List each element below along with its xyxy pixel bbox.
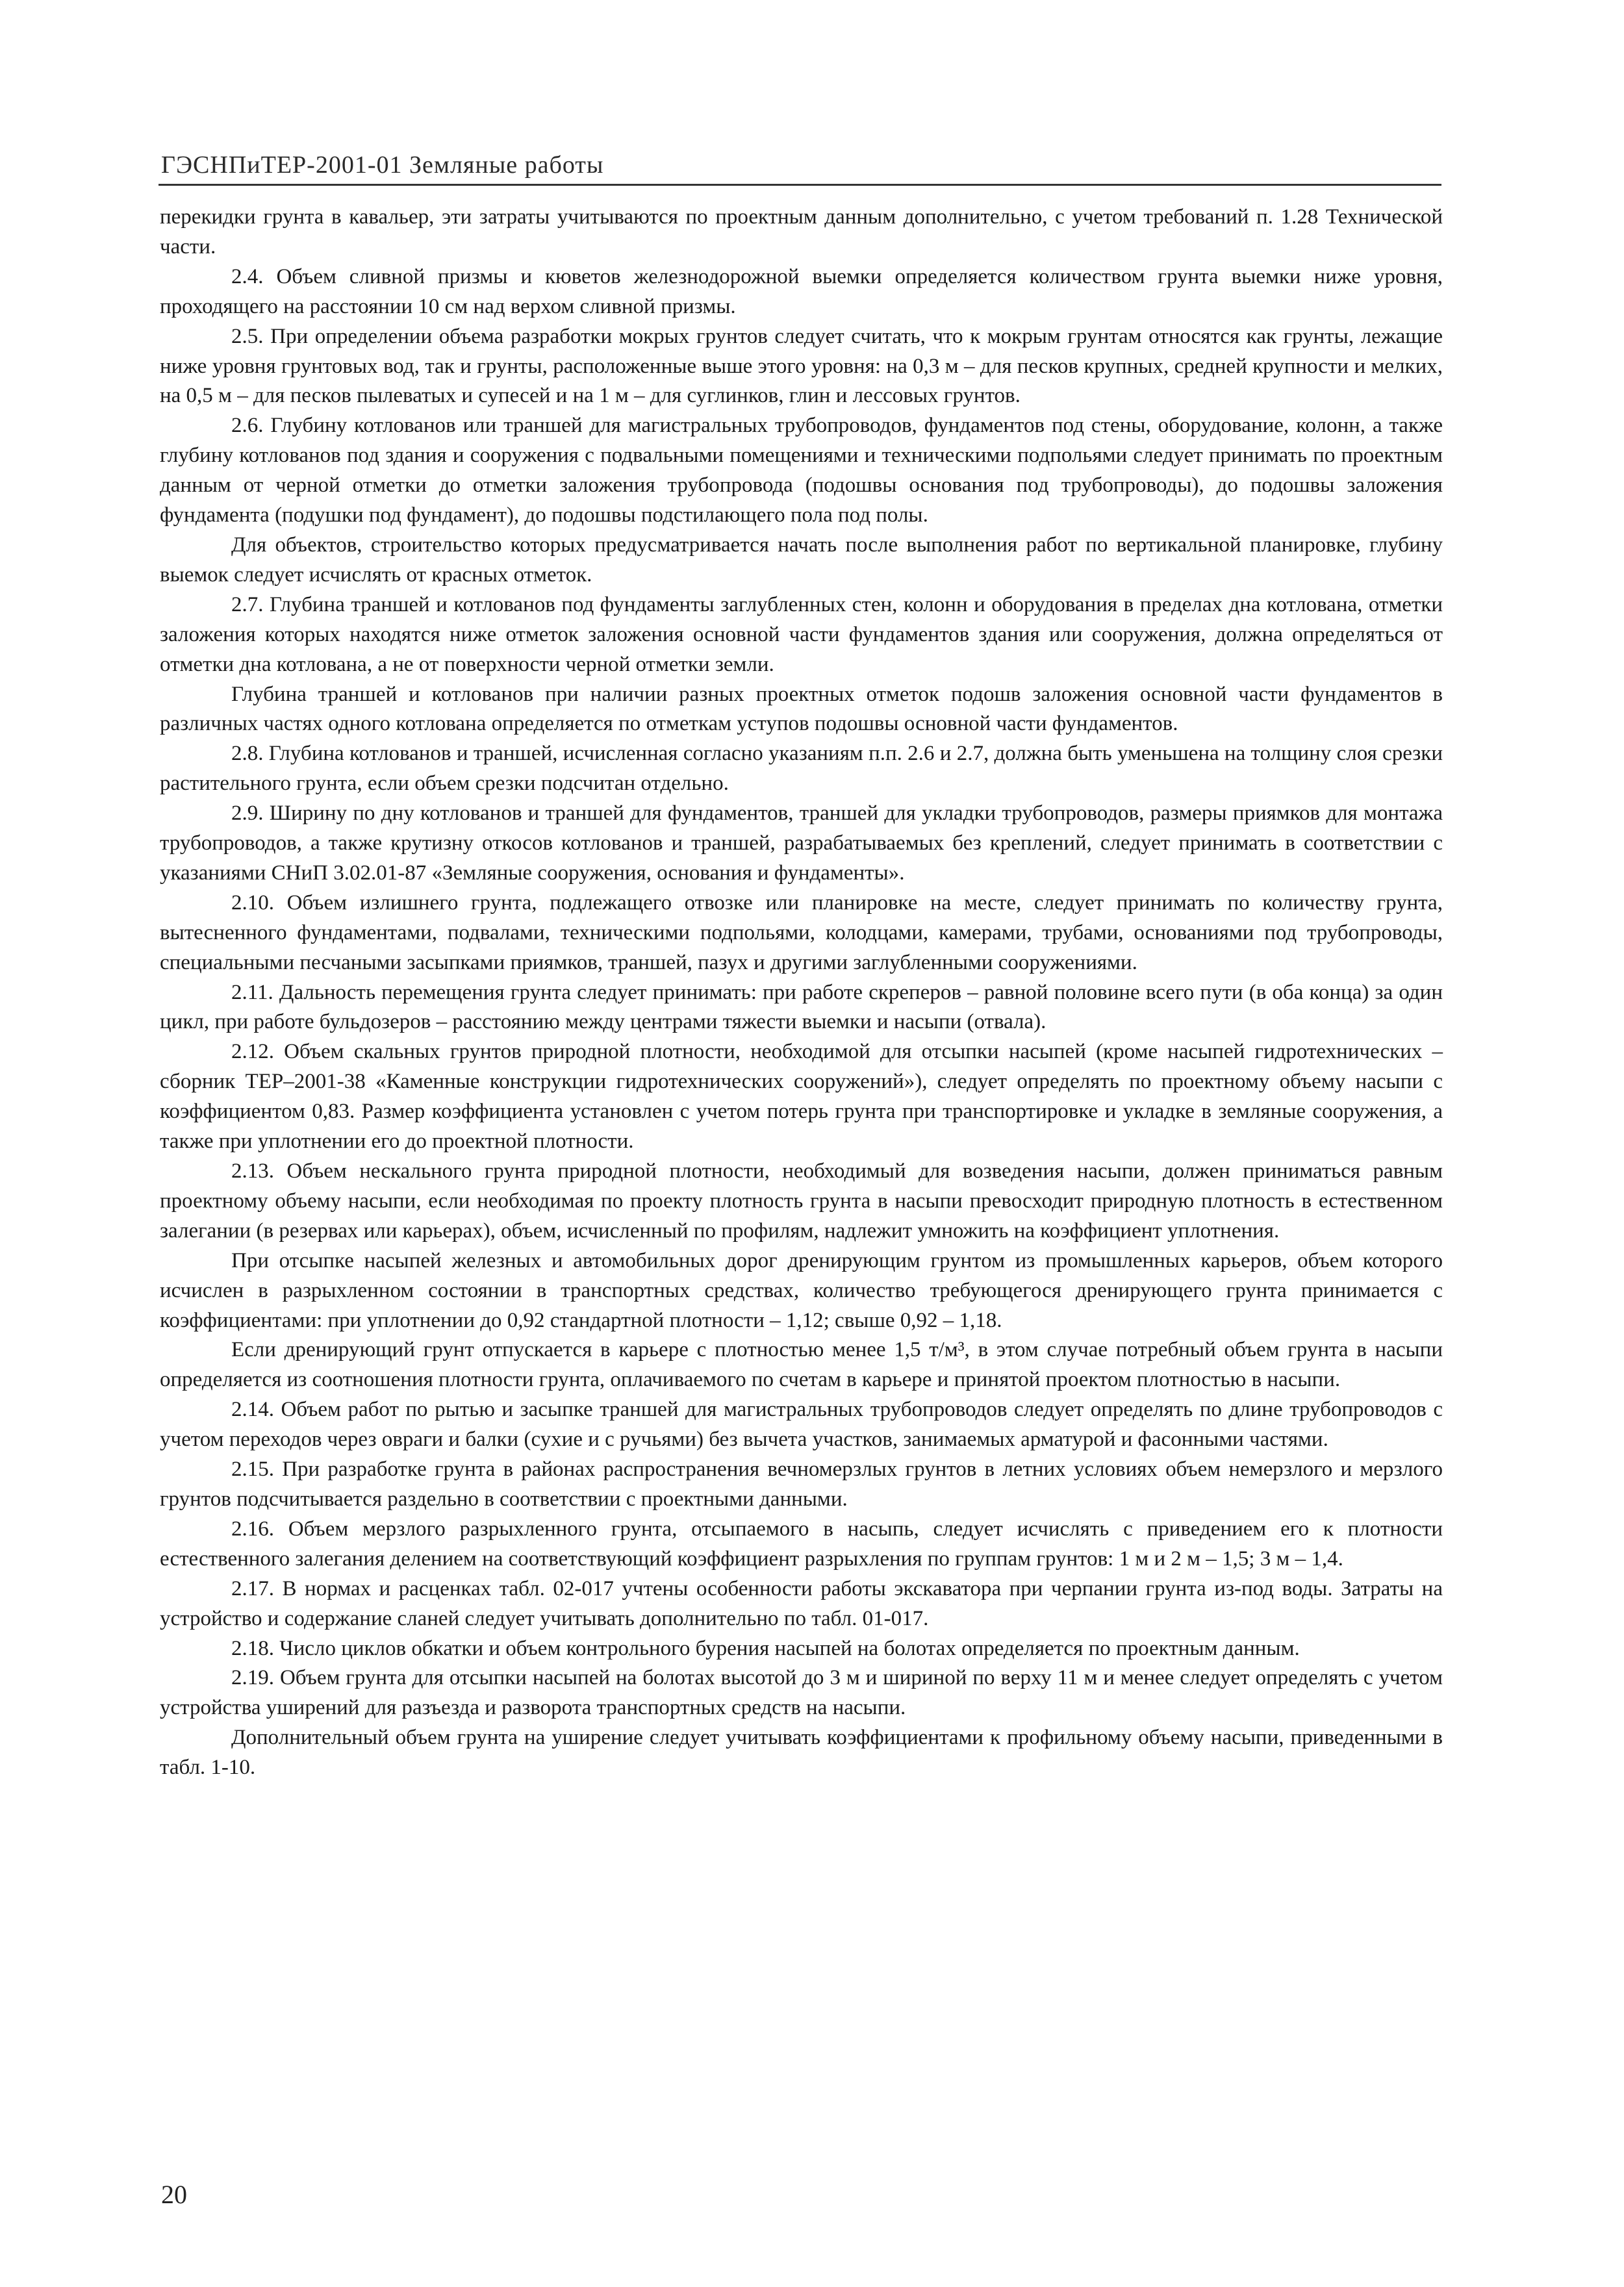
paragraph: 2.10. Объем излишнего грунта, подлежащего отвозке или планировке на месте, следует принимать по количеству грунта, вытесненного фундаментами, подвалами, техническими подпольями, колодцами, камерами, трубами, основаниями под трубопроводы, специальными песчаными засыпками приямков, траншей, пазух и другими заглубленными сооружениями. <box>160 891 1443 974</box>
paragraph: 2.4. Объем сливной призмы и кюветов железнодорожной выемки определяется количеством грунта выемки ниже уровня, проходящего на расстоянии 10 см над верхом сливной призмы. <box>160 264 1443 318</box>
paragraph: 2.12. Объем скальных грунтов природной плотности, необходимой для отсыпки насыпей (кроме насыпей гидротехнических – сборник ТЕР–2001-38 «Каменные конструкции гидротехнических сооружений»), следует определять по проектному объему насыпи с коэффициентом 0,83. Размер коэффициента установлен с учетом потерь грунта при транспортировке и укладке в земляные сооружения, а также при уплотнении его до проектной плотности. <box>160 1040 1443 1154</box>
paragraph: 2.18. Число циклов обкатки и объем контрольного бурения насыпей на болотах определяется по проектным данным. <box>231 1636 1300 1660</box>
paragraph: 2.15. При разработке грунта в районах распространения вечномерзлых грунтов в летних условиях объем немерзлого и мерзлого грунтов подсчитывается раздельно в соответствии с проектными данными. <box>160 1458 1443 1511</box>
paragraph: 2.16. Объем мерзлого разрыхленного грунта, отсыпаемого в насыпь, следует исчислять с приведением его к плотности естественного залегания делением на соответствующий коэффициент разрыхления по группам грунтов: 1 м и 2 м – 1,5; 3 м – 1,4. <box>160 1517 1443 1571</box>
paragraph: 2.14. Объем работ по рытью и засыпке траншей для магистральных трубопроводов следует определять по длине трубопроводов с учетом переходов через овраги и балки (сухие и с ручьями) без вычета участков, занимаемых арматурой и фасонными частями. <box>160 1398 1443 1452</box>
paragraph: 2.11. Дальность перемещения грунта следует принимать: при работе скреперов – равной половине всего пути (в оба конца) за один цикл, при работе бульдозеров – расстоянию между центрами тяжести выемки и насыпи (отвала). <box>160 980 1443 1034</box>
paragraph: 2.5. При определении объема разработки мокрых грунтов следует считать, что к мокрым грунтам относятся как грунты, лежащие ниже уровня грунтовых вод, так и грунты, расположенные выше этого уровня: на 0,3 м – для песков крупных, средней крупности и мелких, на 0,5 м – для песков пылеватых и супесей и на 1 м – для суглинков, глин и лессовых грунтов. <box>160 324 1443 408</box>
running-header: ГЭСНПиТЕР-2001-01 Земляные работы <box>161 151 604 179</box>
paragraph: 2.17. В нормах и расценках табл. 02-017 учтены особенности работы экскаватора при черпании грунта из-под воды. Затраты на устройство и содержание сланей следует учитывать дополнительно по табл. 01-017. <box>160 1576 1443 1630</box>
document-body <box>160 203 1443 1783</box>
paragraph: Для объектов, строительство которых предусматривается начать после выполнения работ по вертикальной планировке, глубину выемок следует исчислять от красных отметок. <box>160 533 1443 587</box>
paragraph: 2.7. Глубина траншей и котлованов под фундаменты заглубленных стен, колонн и оборудования в пределах дна котлована, отметки заложения которых находятся ниже отметок заложения основной части фундаментов здания или сооружения, должна определяться от отметки дна котлована, а не от поверхности черной отметки земли. <box>160 592 1443 676</box>
paragraph: 2.13. Объем нескального грунта природной плотности, необходимый для возведения насыпи, должен приниматься равным проектному объему насыпи, если необходимая по проекту плотность грунта в насыпи превосходит природную плотность в естественном залегании (в резервах или карьерах), объем, исчисленный по профилям, надлежит умножить на коэффициент уплотнения. <box>160 1159 1443 1243</box>
paragraph: Глубина траншей и котлованов при наличии разных проектных отметок подошв заложения основной части фундаментов в различных частях одного котлована определяется по отметкам уступов подошвы основной части фундаментов. <box>160 682 1443 736</box>
paragraph: перекидки грунта в кавальер, эти затраты учитываются по проектным данным дополнительно, с учетом требований п. 1.28 Технической части. <box>160 205 1443 259</box>
paragraph: 2.6. Глубину котлованов или траншей для магистральных трубопроводов, фундаментов под стены, оборудование, колонн, а также глубину котлованов под здания и сооружения с подвальными помещениями и техническими подпольями следует принимать по проектным данным от черной отметки до отметки заложения трубопровода (подошвы основания под трубопроводы), до подошвы заложения фундамента (подушки под фундамент), до подошвы подстилающего пола под полы. <box>160 414 1443 527</box>
header-rule <box>159 184 1441 186</box>
paragraph: Если дренирующий грунт отпускается в карьере с плотностью менее 1,5 т/м³, в этом случае потребный объем грунта в насыпи определяется из соотношения плотности грунта, оплачиваемого по счетам в карьере и принятой проектом плотностью в насыпи. <box>160 1338 1443 1392</box>
paragraph: 2.9. Ширину по дну котлованов и траншей для фундаментов, траншей для укладки трубопроводов, размеры приямков для монтажа трубопроводов, а также крутизну откосов котлованов и траншей, разрабатываемых без креплений, следует принимать в соответствии с указаниями СНиП 3.02.01-87 «Земляные сооружения, основания и фундаменты». <box>160 802 1443 885</box>
paragraph: Дополнительный объем грунта на уширение следует учитывать коэффициентами к профильному объему насыпи, приведенными в табл. 1-10. <box>160 1726 1443 1780</box>
paragraph: При отсыпке насыпей железных и автомобильных дорог дренирующим грунтом из промышленных карьеров, объем которого исчислен в разрыхленном состоянии в транспортных средствах, количество требующегося дренирующего грунта принимается с коэффициентами: при уплотнении до 0,92 стандартной плотности – 1,12; свыше 0,92 – 1,18. <box>160 1248 1443 1332</box>
paragraph: 2.8. Глубина котлованов и траншей, исчисленная согласно указаниям п.п. 2.6 и 2.7, должна быть уменьшена на толщину слоя срезки растительного грунта, если объем срезки подсчитан отдельно. <box>160 742 1443 796</box>
paragraph: 2.19. Объем грунта для отсыпки насыпей на болотах высотой до 3 м и шириной по верху 11 м и менее следует определять с учетом устройства уширений для разъезда и разворота транспортных средств на насыпи. <box>160 1666 1443 1720</box>
page-number: 20 <box>161 2180 187 2209</box>
